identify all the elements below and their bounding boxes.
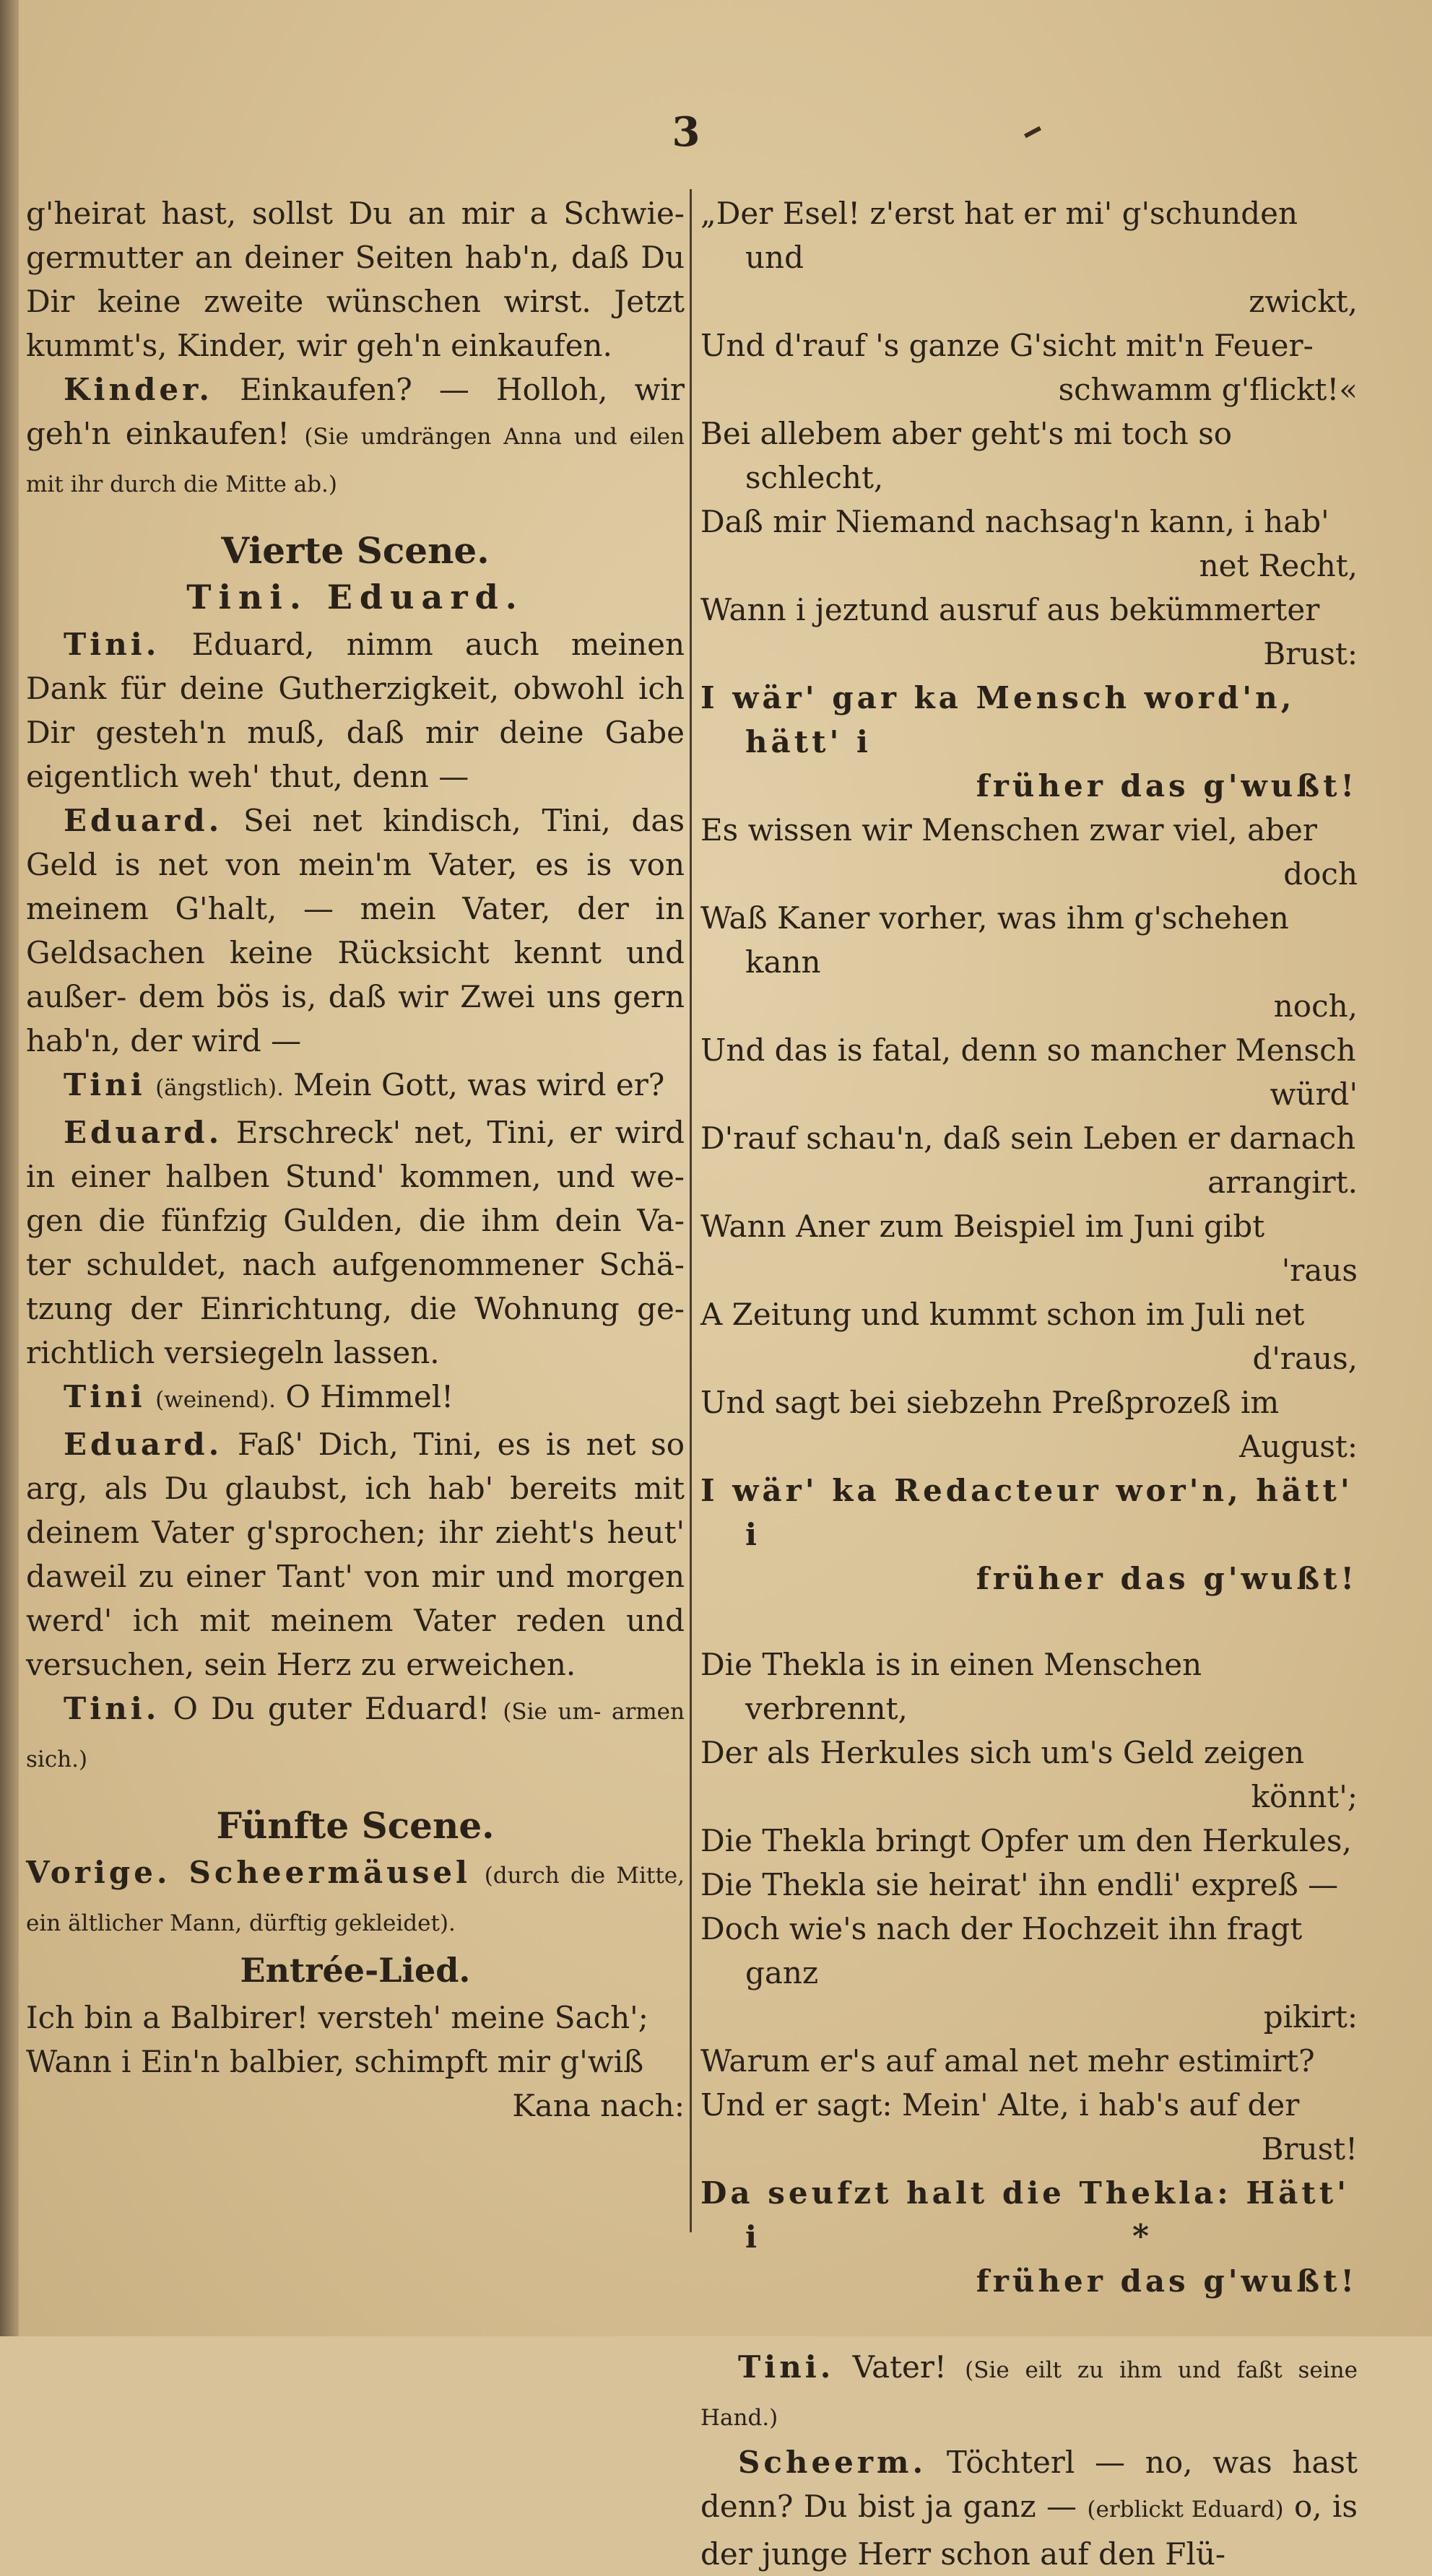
speech-tini [26, 1687, 685, 1782]
ink-mark [1024, 126, 1041, 139]
speaker-name: Eduard. [64, 1115, 223, 1150]
stage-direction: (Sie umdrängen Anna und eilen mit ihr durch die Mitte ab.) [26, 424, 685, 497]
verse-continuation: früher das g'wußt! [976, 768, 1358, 804]
speaker-name: Tini. [64, 627, 160, 662]
verse-text: Und sagt bei siebzehn Preßprozeß im [700, 1385, 1280, 1420]
book-spine [0, 0, 19, 2336]
verse-line [26, 2040, 685, 2128]
speaker-name: Eduard. [64, 1427, 223, 1462]
speech-text: O Himmel! [285, 1379, 454, 1414]
page-number: 3 [672, 108, 700, 156]
verse-text: I wär' ka Redacteur wor'n, hätt' i [700, 1473, 1353, 1552]
verse-line [700, 1380, 1358, 1468]
speaker-name: Kinder. [64, 372, 213, 407]
speech-eduard [26, 1422, 685, 1687]
speaker-name: Scheerm. [738, 2445, 927, 2480]
verse-text: A Zeitung und kummt schon im Juli net [700, 1297, 1305, 1332]
verse-continuation: schwamm g'flickt!« [1058, 372, 1358, 407]
speaker-name: Tini [64, 1379, 146, 1414]
verse-text: Daß mir Niemand nachsag'n kann, i hab' [700, 504, 1329, 539]
verse-continuation: d'raus, [1252, 1341, 1358, 1376]
verse-text: Die Thekla sie heirat' ihn endli' expreß — [700, 1867, 1339, 1902]
verse-line [700, 808, 1358, 896]
stage-direction: (Sie um- armen sich.) [26, 1699, 685, 1772]
stage-direction: (weinend). [155, 1387, 277, 1413]
verse-continuation: würd' [1270, 1076, 1358, 1112]
verse-text: Und er sagt: Mein' Alte, i hab's auf der [700, 2087, 1300, 2123]
verse-text: „Der Esel! z'erst hat er mi' g'schunden und [700, 196, 1298, 275]
scene-persons: Tini. Eduard. [186, 578, 524, 617]
verse-line [700, 1116, 1358, 1204]
verse-text: Warum er's auf amal net mehr estimirt? [700, 2043, 1315, 2079]
speech-text: Töchterl — no, was hast denn? Du bist ja ganz — [700, 2445, 1358, 2524]
verse-line [700, 500, 1358, 588]
verse-line [700, 412, 1358, 500]
song-heading: Entrée-Lied. [240, 1951, 471, 1990]
verse-refrain [700, 2171, 1358, 2303]
verse-line [700, 1028, 1358, 1116]
verse-text: D'rauf schau'n, daß sein Leben er darnach [700, 1121, 1356, 1156]
verse-line [700, 1292, 1358, 1380]
speech-tini [26, 622, 685, 799]
speech-tini [26, 1063, 685, 1110]
signature-mark: * [1132, 2218, 1150, 2255]
verse-text: Und das is fatal, denn so mancher Mensch [700, 1032, 1356, 1068]
column-divider [690, 189, 692, 2232]
speech-text: Eduard, nimm auch meinen Dank für deine Gutherzigkeit, obwohl ich Dir gesteh'n muß, daß mir deine Gabe eigentlich weh' thut, denn — [26, 627, 685, 794]
right-column [700, 191, 1358, 2576]
stage-direction: (Sie eilt zu ihm und faßt seine Hand.) [700, 2357, 1358, 2431]
verse-line [26, 1996, 685, 2040]
speech-text: Sei net kindisch, Tini, das Geld is net von mein'm Vater, es is von meinem G'halt, — mein Vater, der in Geldsachen keine Rücksicht kennt und außer- dem bös is, daß wir Zwei uns gern hab'n, der wird — [26, 803, 685, 1058]
verse-text: Der als Herkules sich um's Geld zeigen [700, 1735, 1305, 1770]
verse-text: Die Thekla bringt Opfer um den Herkules, [700, 1823, 1352, 1858]
verse-text: Wann i Ein'n balbier, schimpft mir g'wiß [26, 2044, 644, 2079]
speaker-name: Eduard. [64, 803, 223, 838]
verse-continuation: doch [1283, 856, 1358, 892]
verse-continuation: zwickt, [1249, 284, 1358, 319]
stanza-gap [700, 2303, 1358, 2345]
scene-heading: Fünfte Scene. [216, 1804, 495, 1847]
verse-text: Wann Aner zum Beispiel im Juni gibt [700, 1209, 1265, 1244]
verse-line [700, 1819, 1358, 1863]
verse-line [700, 191, 1358, 323]
verse-line [700, 1907, 1358, 2039]
speaker-name: Tini [64, 1067, 146, 1102]
verse-text: Doch wie's nach der Hochzeit ihn fragt ganz [700, 1911, 1303, 1990]
verse-text: Da seufzt halt die Thekla: Hätt' i [700, 2175, 1350, 2255]
verse-line [700, 1731, 1358, 1819]
verse-line [700, 1204, 1358, 1292]
speech-text: Faß' Dich, Tini, es is net so arg, als Du glaubst, ich hab' bereits mit deinem Vater g'sprochen; ihr zieht's heut' daweil zu einer Tant' von mir und morgen werd' ich mit meinem Vater reden und versuchen, sein Herz zu erweichen. [26, 1427, 685, 1682]
speech-vorige [26, 1850, 685, 1946]
verse-continuation: früher das g'wußt! [976, 2263, 1358, 2299]
speech-tini [26, 1375, 685, 1422]
verse-line [700, 1863, 1358, 1907]
stage-direction: (ängstlich). [155, 1075, 284, 1101]
verse-continuation: noch, [1273, 988, 1358, 1024]
speech-scheermaeusel [700, 2440, 1358, 2576]
verse-continuation: August: [1239, 1429, 1358, 1464]
verse-line [700, 588, 1358, 676]
stanza-gap [700, 1601, 1358, 1642]
speech-text: Erschreck' net, Tini, er wird in einer halben Stund' kommen, und we- gen die fünfzig Gulden, die ihm dein Va- ter schuldet, nach aufgenommener Schä- tzung der Einrichtung, die Wohnung ge- richtlich versiegeln lassen. [26, 1115, 685, 1370]
verse-text: Bei allebem aber geht's mi toch so schlecht, [700, 416, 1233, 495]
verse-continuation: Brust! [1261, 2131, 1358, 2167]
speech-eduard [26, 799, 685, 1063]
speech-text: O Du guter Eduard! [173, 1691, 490, 1726]
speech-text: Mein Gott, was wird er? [293, 1067, 665, 1102]
verse-text: Die Thekla is in einen Menschen verbrennt, [700, 1647, 1202, 1726]
verse-text: Und d'rauf 's ganze G'sicht mit'n Feuer- [700, 328, 1314, 363]
verse-line [700, 2083, 1358, 2171]
verse-refrain [700, 676, 1358, 808]
speaker-name: Tini. [738, 2349, 835, 2385]
stage-direction: (durch die Mitte, ein ältlicher Mann, dürftig gekleidet). [26, 1863, 685, 1936]
verse-text: Es wissen wir Menschen zwar viel, aber [700, 812, 1317, 848]
speech-eduard [26, 1110, 685, 1375]
verse-continuation: Brust: [1263, 636, 1358, 671]
verse-continuation: 'raus [1281, 1253, 1358, 1288]
verse-text: Waß Kaner vorher, was ihm g'schehen kann [700, 900, 1289, 980]
verse-line [700, 2039, 1358, 2083]
paragraph: g'heirat hast, sollst Du an mir a Schwie- germutter an deiner Seiten hab'n, daß Du Dir keine zweite wünschen wirst. Jetzt kummt's, Kinder, wir geh'n einkaufen. [26, 196, 685, 363]
scene-heading: Vierte Scene. [221, 529, 490, 572]
verse-continuation: net Recht, [1199, 548, 1358, 583]
verse-line [700, 1642, 1358, 1731]
speech-kinder [26, 367, 685, 507]
verse-continuation: früher das g'wußt! [976, 1561, 1358, 1596]
verse-text: Ich bin a Balbirer! versteh' meine Sach'; [26, 2000, 648, 2035]
speech-text: Vater! [852, 2349, 947, 2385]
speaker-name: Tini. [64, 1691, 160, 1726]
speech-text: Einkaufen? — Holloh, wir geh'n einkaufen! [26, 372, 685, 451]
verse-line [700, 323, 1358, 412]
verse-continuation: pikirt: [1263, 1999, 1358, 2035]
speech-text: o, is der junge Herr schon auf den Flü- [700, 2489, 1358, 2572]
left-column [26, 191, 685, 2128]
verse-continuation: könnt'; [1251, 1779, 1358, 1814]
speech-tini [700, 2345, 1358, 2440]
verse-text: Wann i jeztund ausruf aus bekümmerter [700, 592, 1320, 627]
verse-continuation: Kana nach: [512, 2088, 685, 2123]
stage-direction: (erblickt Eduard) [1087, 2497, 1284, 2523]
verse-line [700, 896, 1358, 1028]
verse-continuation: arrangirt. [1207, 1165, 1358, 1200]
speaker-name: Vorige. Scheermäusel [26, 1855, 472, 1890]
verse-text: I wär' gar ka Mensch word'n, hätt' i [700, 680, 1296, 760]
verse-refrain [700, 1468, 1358, 1601]
